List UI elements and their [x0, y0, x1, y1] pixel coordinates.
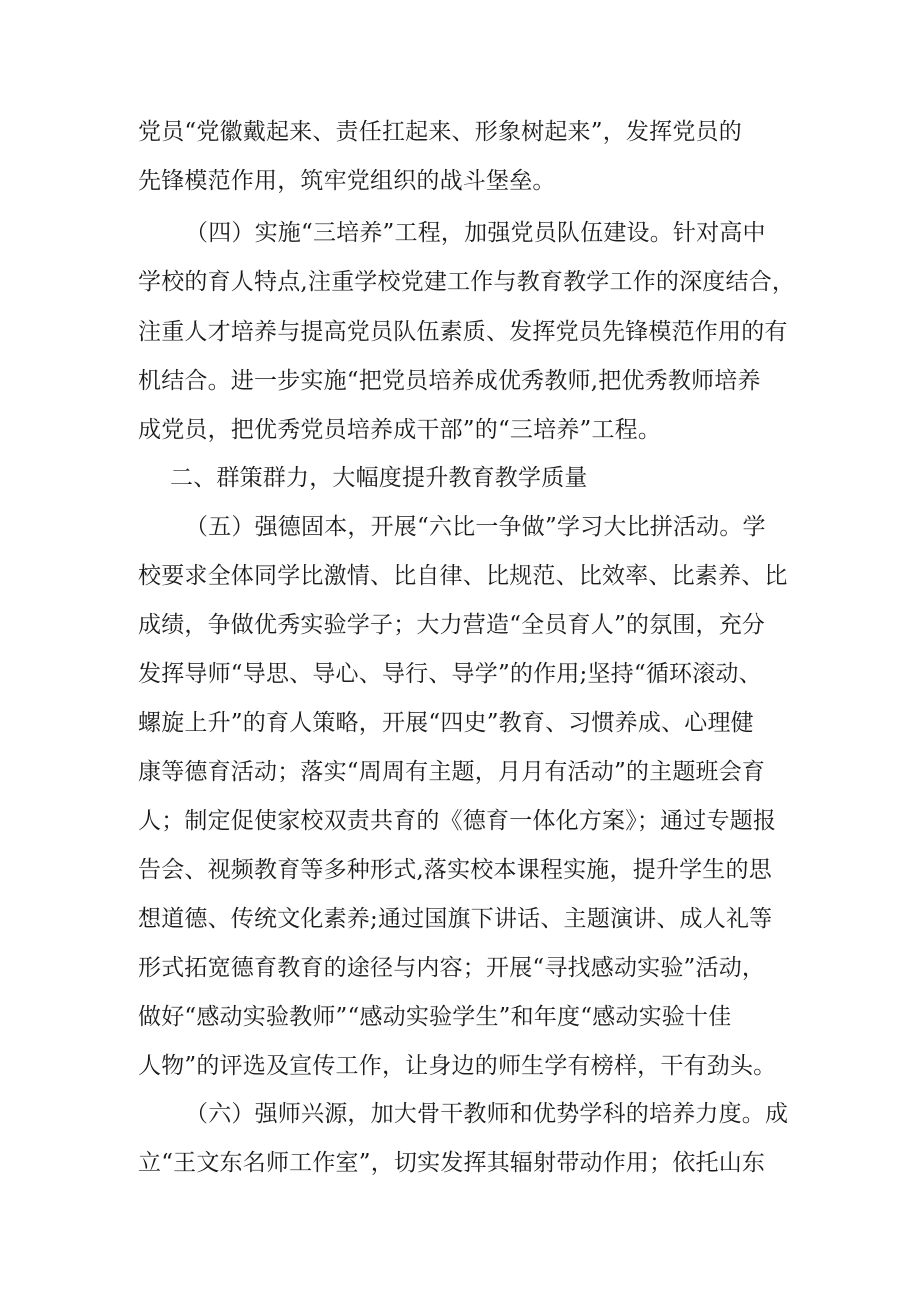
text-line: 人物”的评选及宣传工作，让身边的师生学有榜样，干有劲头。	[138, 1053, 777, 1079]
text-line: 康等德育活动；落实“周周有主题，月月有活动”的主题班会育	[138, 759, 766, 785]
paragraph-4-heading-line: （四）实施“三培养”工程，加强党员队伍建设。针对高中	[185, 220, 766, 246]
text-line: 形式拓宽德育教育的途径与内容；开展“寻找感动实验”活动，	[138, 955, 766, 981]
text-line: 学校的育人特点,注重学校党建工作与教育教学工作的深度结合，	[138, 269, 796, 295]
section-heading: 二、群策群力，大幅度提升教育教学质量	[170, 465, 588, 491]
text-line: 校要求全体同学比激情、比自律、比规范、比效率、比素养、比	[138, 563, 788, 589]
text-line: 成绩，争做优秀实验学子；大力营造“全员育人”的氛围，充分	[138, 612, 766, 638]
text-line: 想道德、传统文化素养;通过国旗下讲话、主题演讲、成人礼等	[138, 906, 773, 932]
paragraph-6-heading-line: （六）强师兴源，加大骨干教师和优势学科的培养力度。成	[185, 1101, 789, 1127]
text-line: 发挥导师“导思、导心、导行、导学”的作用;坚持“循环滚动、	[138, 661, 762, 687]
text-line: 螺旋上升”的育人策略，开展“四史”教育、习惯养成、心理健	[138, 710, 754, 736]
text-line: 先锋模范作用，筑牢党组织的战斗堡垒。	[138, 168, 556, 194]
paragraph-5-heading-line: （五）强德固本，开展“六比一争做”学习大比拼活动。学	[185, 514, 766, 540]
text-line: 成党员，把优秀党员培养成干部”的“三培养”工程。	[138, 417, 662, 443]
text-line: 党员“党徽戴起来、责任扛起来、形象树起来”，发挥党员的	[138, 119, 742, 145]
text-line: 人；制定促使家校双责共育的《德育一体化方案》；通过专题报	[138, 808, 777, 834]
text-line: 机结合。进一步实施“把党员培养成优秀教师,把优秀教师培养	[138, 368, 761, 394]
text-line: 告会、视频教育等多种形式,落实校本课程实施，提升学生的思	[138, 857, 772, 883]
text-line: 做好“感动实验教师”“感动实验学生”和年度“感动实验十佳	[138, 1004, 732, 1030]
text-line: 立“王文东名师工作室”，切实发挥其辐射带动作用；依托山东	[138, 1150, 766, 1176]
text-line: 注重人才培养与提高党员队伍素质、发挥党员先锋模范作用的有	[138, 319, 788, 345]
